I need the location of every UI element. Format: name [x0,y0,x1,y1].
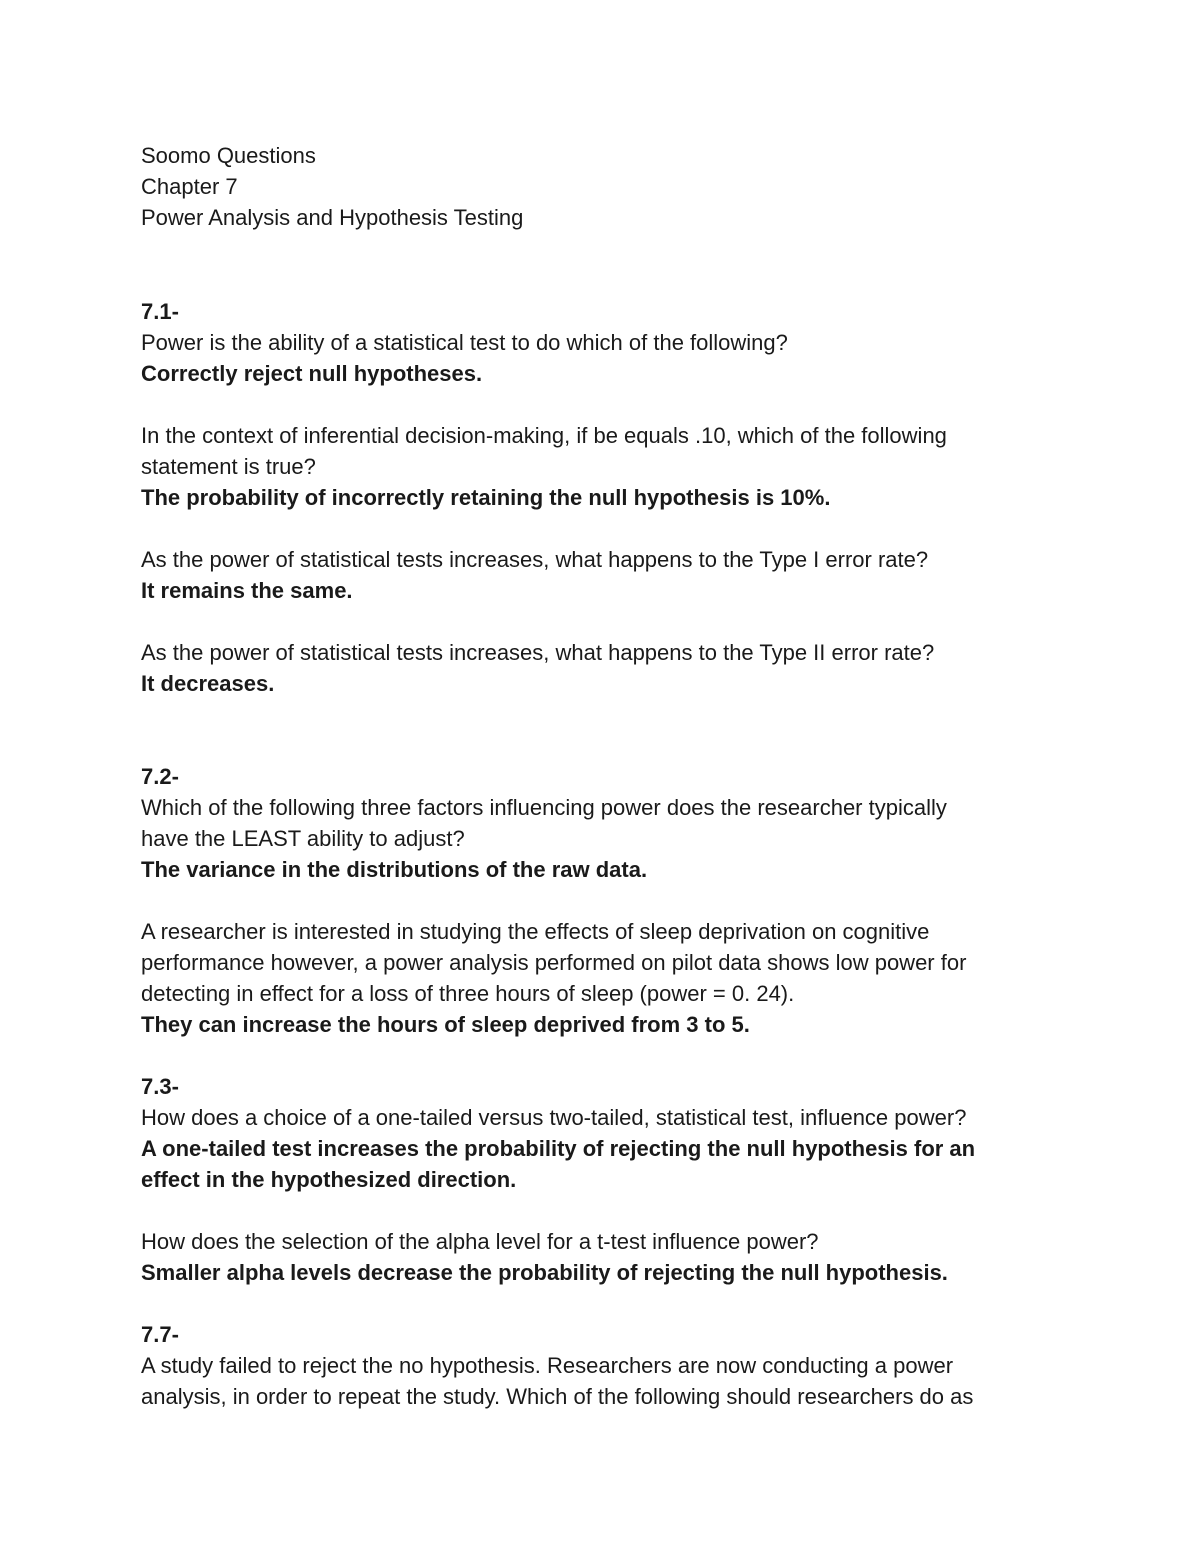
question-text: have the LEAST ability to adjust? [141,826,465,851]
question-text: In the context of inferential decision-making, if be equals .10, which of the following [141,423,947,448]
question-text: A study failed to reject the no hypothesis. Researchers are now conducting a power [141,1353,954,1378]
answer-text: A one-tailed test increases the probability of rejecting the null hypothesis for an [141,1136,976,1161]
document-header [141,140,1041,233]
question-text: Which of the following three factors influencing power does the researcher typically [141,795,947,820]
answer-text: The probability of incorrectly retaining the null hypothesis is 10%. [141,485,831,510]
question-text: As the power of statistical tests increases, what happens to the Type II error rate? [141,640,935,665]
section-7-3 [141,1071,1041,1288]
answer-text: It decreases. [141,671,275,696]
section-7-2 [141,761,1041,1040]
section-heading: 7.3- [141,1074,179,1099]
answer-text: Correctly reject null hypotheses. [141,361,483,386]
chapter-label: Chapter 7 [141,174,238,199]
question-text: How does a choice of a one-tailed versus two-tailed, statistical test, influence power? [141,1105,967,1130]
section-heading: 7.7- [141,1322,179,1347]
header-title: Soomo Questions [141,143,316,168]
question-text: detecting in effect for a loss of three hours of sleep (power = 0. 24). [141,981,795,1006]
question-text: performance however, a power analysis performed on pilot data shows low power for [141,950,967,975]
chapter-topic: Power Analysis and Hypothesis Testing [141,205,524,230]
answer-text: effect in the hypothesized direction. [141,1167,517,1192]
section-heading: 7.2- [141,764,179,789]
section-heading: 7.1- [141,299,179,324]
question-text: analysis, in order to repeat the study. Which of the following should researchers do as [141,1384,974,1409]
answer-text: Smaller alpha levels decrease the probability of rejecting the null hypothesis. [141,1260,948,1285]
question-text: As the power of statistical tests increases, what happens to the Type I error rate? [141,547,929,572]
question-text: Power is the ability of a statistical test to do which of the following? [141,330,788,355]
answer-text: The variance in the distributions of the raw data. [141,857,648,882]
answer-text: It remains the same. [141,578,353,603]
section-7-1 [141,296,1041,699]
answer-text: They can increase the hours of sleep deprived from 3 to 5. [141,1012,750,1037]
question-text: statement is true? [141,454,316,479]
question-text: A researcher is interested in studying the effects of sleep deprivation on cognitive [141,919,930,944]
question-text: How does the selection of the alpha level for a t-test influence power? [141,1229,819,1254]
section-7-7 [141,1319,1041,1412]
document-page [141,140,1041,1412]
